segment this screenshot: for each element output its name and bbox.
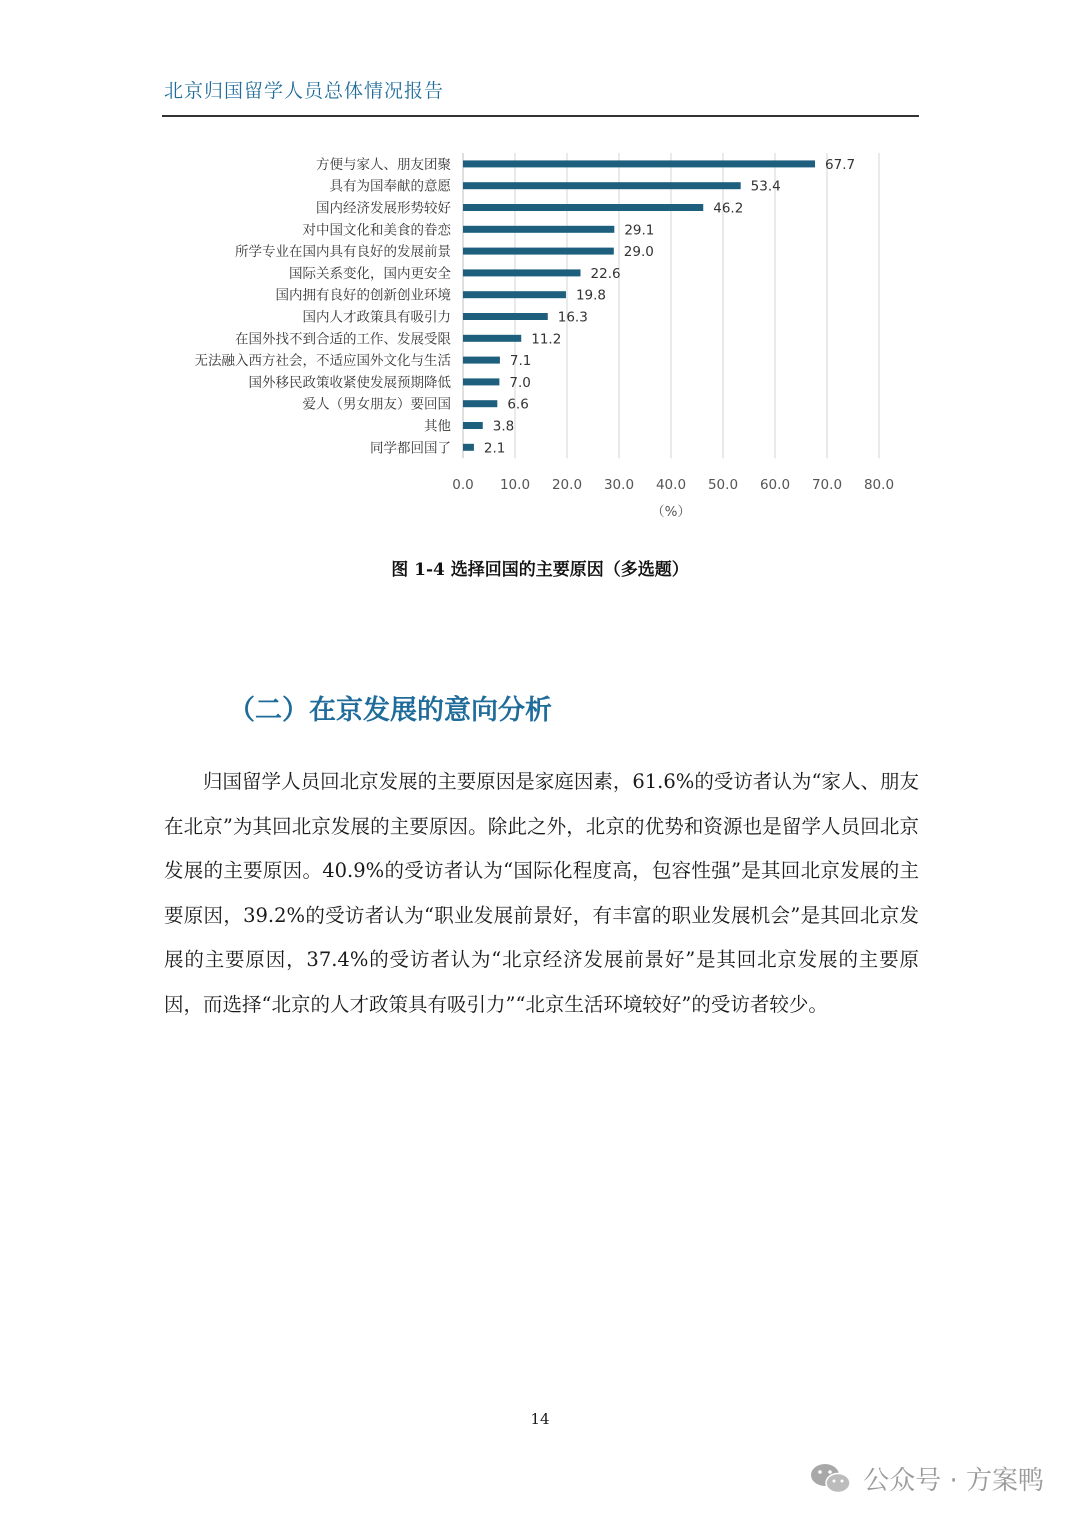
x-tick-label: 80.0 bbox=[863, 477, 895, 494]
category-label: 爱人（男女朋友）要回国 bbox=[302, 396, 451, 413]
data-label: 7.0 bbox=[509, 374, 531, 391]
bar bbox=[463, 400, 497, 407]
data-label: 3.8 bbox=[492, 418, 515, 435]
watermark-text: 公众号 · 方案鸭 bbox=[863, 1466, 1044, 1496]
data-label: 46.2 bbox=[713, 200, 744, 217]
bar bbox=[463, 269, 581, 276]
x-tick-label: 20.0 bbox=[551, 477, 583, 494]
bar bbox=[463, 248, 614, 255]
x-axis-label: （%） bbox=[651, 504, 691, 521]
category-label: 在国外找不到合适的工作、发展受限 bbox=[235, 331, 451, 348]
category-label: 对中国文化和美食的眷恋 bbox=[302, 222, 451, 239]
data-label: 53.4 bbox=[750, 178, 781, 195]
category-label: 国际关系变化，国内更安全 bbox=[289, 265, 451, 282]
return-reasons-bar-chart bbox=[150, 148, 920, 523]
x-tick-label: 0.0 bbox=[452, 477, 474, 494]
category-label: 国外移民政策收紧使发展预期降低 bbox=[248, 374, 451, 391]
body-paragraph: 归国留学人员回北京发展的主要原因是家庭因素，61.6%的受访者认为“家人、朋友在北京”为其回北京发展的主要原因。除此之外，北京的优势和资源也是留学人员回北京发展的主要原因。40.9%的受访者认为“国际化程度高，包容性强”是其回北京发展的主要原因，39.2%的受访者认为“职业发展前景好，有丰富的职业发展机会”是其回北京发展的主要原因，37.4%的受访者认为“北京经济发展前景好”是其回北京发展的主要原因，而选择“北京的人才政策具有吸引力”“北京生活环境较好”的受访者较少。 bbox=[164, 770, 919, 1016]
category-label: 同学都回国了 bbox=[370, 440, 451, 457]
bar bbox=[463, 444, 474, 451]
x-tick-label: 40.0 bbox=[655, 477, 687, 494]
data-label: 67.7 bbox=[825, 156, 856, 173]
figure-caption: 图 1-4 选择回国的主要原因（多选题） bbox=[391, 560, 689, 580]
bar bbox=[463, 422, 483, 429]
category-label: 具有为国奉献的意愿 bbox=[329, 178, 451, 195]
category-label: 其他 bbox=[424, 418, 451, 435]
bar bbox=[463, 357, 500, 364]
page-number: 14 bbox=[530, 1410, 550, 1428]
bar bbox=[463, 378, 499, 385]
bar bbox=[463, 313, 548, 320]
category-label: 国内人才政策具有吸引力 bbox=[302, 309, 451, 326]
section-heading: （二）在京发展的意向分析 bbox=[228, 695, 552, 726]
x-tick-label: 70.0 bbox=[811, 477, 843, 494]
data-label: 19.8 bbox=[575, 287, 607, 304]
category-label: 无法融入西方社会，不适应国外文化与生活 bbox=[194, 353, 451, 370]
x-tick-label: 60.0 bbox=[759, 477, 791, 494]
data-label: 29.0 bbox=[623, 244, 654, 261]
category-label: 方便与家人、朋友团聚 bbox=[316, 156, 451, 173]
header-divider bbox=[162, 115, 919, 117]
bar bbox=[463, 291, 566, 298]
data-label: 2.1 bbox=[483, 440, 506, 457]
category-label: 所学专业在国内具有良好的发展前景 bbox=[235, 244, 451, 261]
category-label: 国内经济发展形势较好 bbox=[316, 200, 451, 217]
bar bbox=[463, 226, 614, 233]
watermark bbox=[809, 1460, 1044, 1497]
report-header-title: 北京归国留学人员总体情况报告 bbox=[164, 80, 445, 102]
data-label: 16.3 bbox=[557, 309, 588, 326]
data-label: 6.6 bbox=[507, 396, 529, 413]
bar bbox=[463, 182, 741, 189]
bar bbox=[463, 160, 815, 167]
data-label: 11.2 bbox=[531, 331, 562, 348]
data-label: 22.6 bbox=[590, 265, 621, 282]
x-tick-label: 30.0 bbox=[603, 477, 635, 494]
x-tick-label: 50.0 bbox=[707, 477, 739, 494]
bar bbox=[463, 335, 521, 342]
bar bbox=[463, 204, 703, 211]
wechat-icon bbox=[809, 1461, 853, 1497]
data-label: 7.1 bbox=[509, 353, 532, 370]
data-label: 29.1 bbox=[624, 222, 655, 239]
x-tick-label: 10.0 bbox=[499, 477, 531, 494]
category-label: 国内拥有良好的创新创业环境 bbox=[275, 287, 451, 304]
